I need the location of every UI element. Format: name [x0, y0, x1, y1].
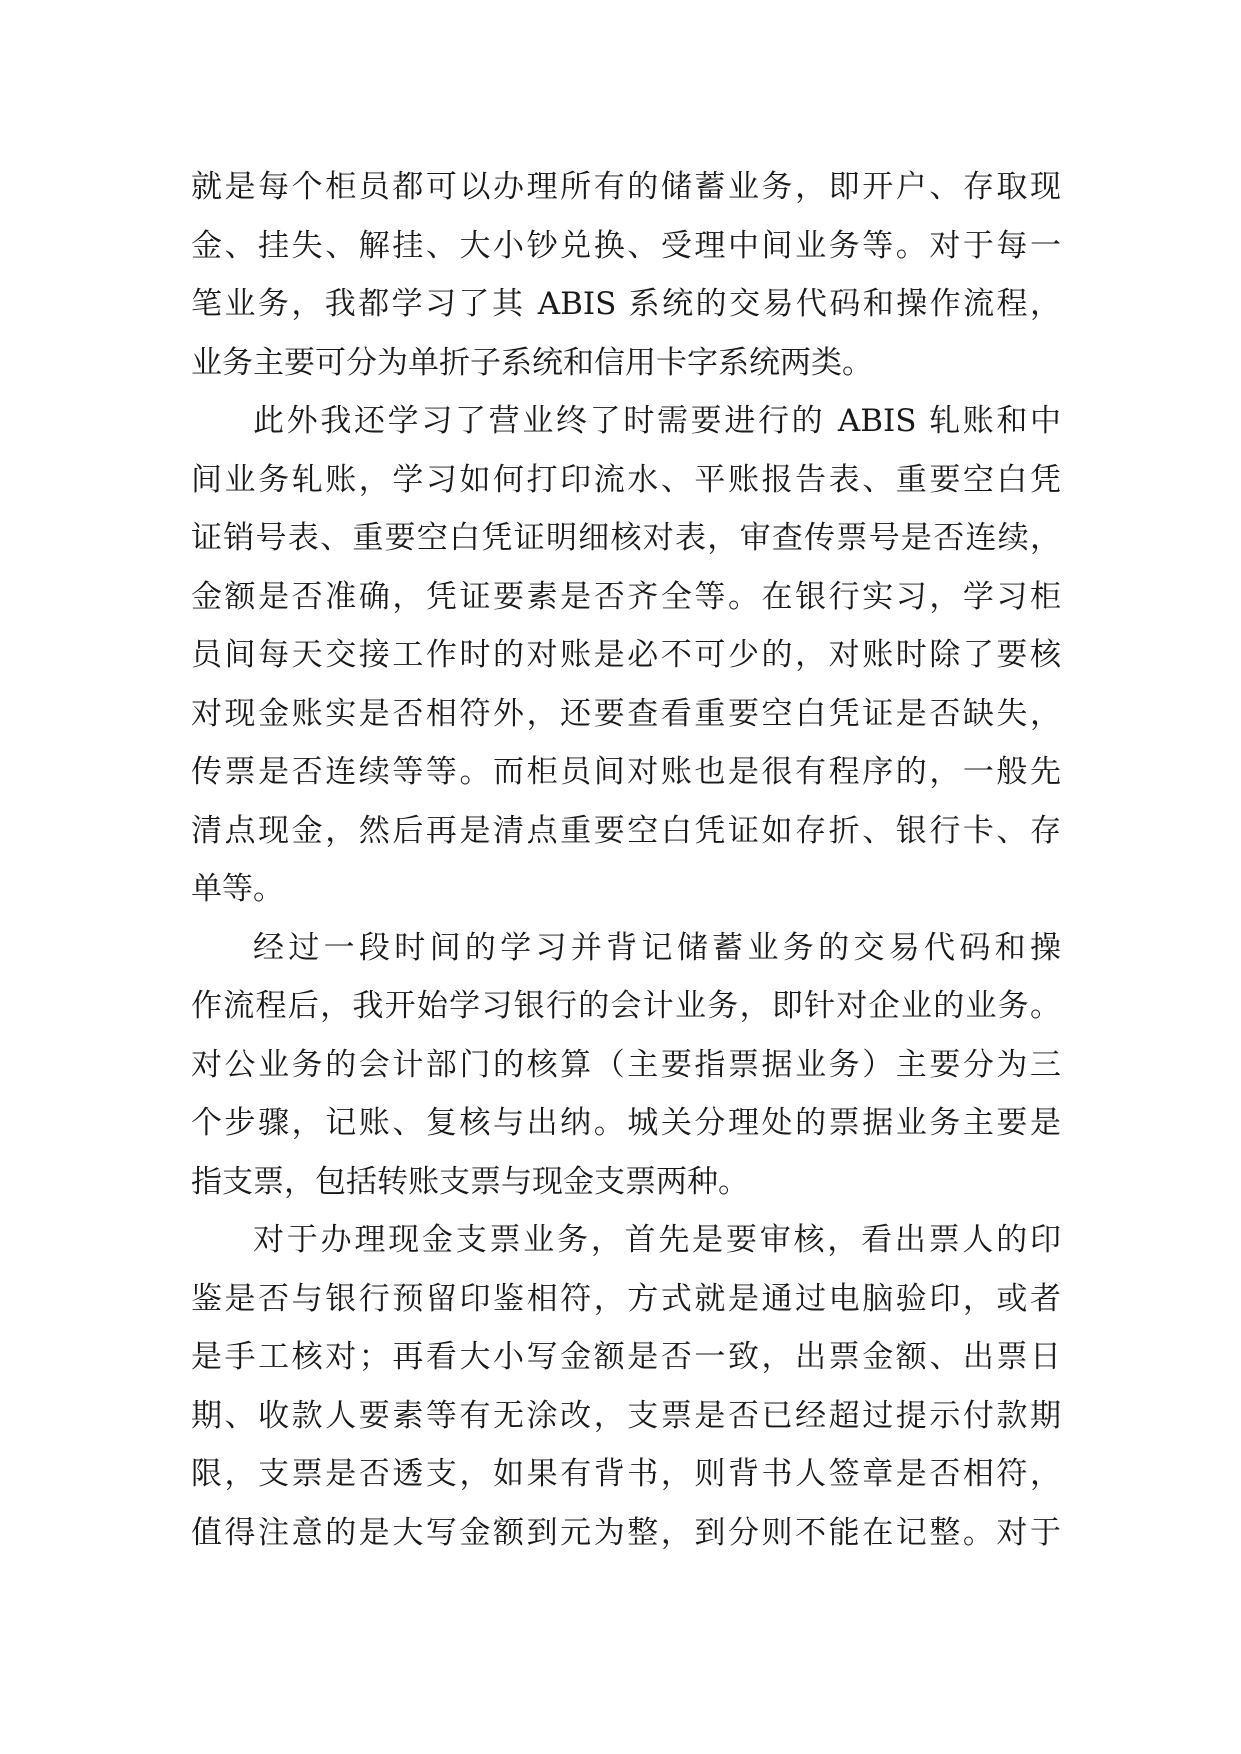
text-line: 经过一段时间的学习并背记储蓄业务的交易代码和操 [253, 929, 1061, 966]
text-line: 指支票，包括转账支票与现金支票两种。 [191, 1163, 749, 1200]
text-line: 金额是否准确，凭证要素是否齐全等。在银行实习，学习柜 [191, 578, 1061, 615]
text-line: 员间每天交接工作时的对账是必不可少的，对账时除了要核 [191, 637, 1061, 673]
text-line: 笔业务，我都学习了其 ABIS 系统的交易代码和操作流程， [191, 286, 1061, 322]
text-line: 间业务轧账，学习如何打印流水、平账报告表、重要空白凭 [191, 461, 1061, 498]
text-line: 对现金账实是否相符外，还要查看重要空白凭证是否缺失， [191, 695, 1061, 732]
text-line: 此外我还学习了营业终了时需要进行的 ABIS 轧账和中 [253, 403, 1061, 439]
text-line: 值得注意的是大写金额到元为整，到分则不能在记整。对于 [191, 1514, 1061, 1551]
text-line: 单等。 [191, 871, 284, 907]
text-line: 金、挂失、解挂、大小钞兑换、受理中间业务等。对于每一 [191, 227, 1061, 264]
text-line: 作流程后，我开始学习银行的会计业务，即针对企业的业务。 [191, 988, 1061, 1024]
text-line: 个步骤，记账、复核与出纳。城关分理处的票据业务主要是 [191, 1105, 1061, 1141]
text-line: 是手工核对；再看大小写金额是否一致，出票金额、出票日 [191, 1339, 1061, 1375]
text-line: 传票是否连续等等。而柜员间对账也是很有程序的，一般先 [191, 754, 1061, 790]
text-line: 鉴是否与银行预留印鉴相符，方式就是通过电脑验印，或者 [191, 1280, 1061, 1317]
text-line: 期、收款人要素等有无涂改，支票是否已经超过提示付款期 [191, 1397, 1061, 1434]
text-line: 证销号表、重要空白凭证明细核对表，审查传票号是否连续， [191, 520, 1061, 556]
text-line: 对公业务的会计部门的核算（主要指票据业务）主要分为三 [191, 1046, 1061, 1083]
text-line: 就是每个柜员都可以办理所有的储蓄业务，即开户、存取现 [191, 169, 1061, 205]
text-line: 限，支票是否透支，如果有背书，则背书人签章是否相符， [191, 1456, 1061, 1492]
document-body [191, 158, 1061, 1562]
text-line: 业务主要可分为单折子系统和信用卡字系统两类。 [191, 344, 873, 381]
text-line: 清点现金，然后再是清点重要空白凭证如存折、银行卡、存 [191, 812, 1061, 849]
text-line: 对于办理现金支票业务，首先是要审核，看出票人的印 [253, 1222, 1061, 1258]
